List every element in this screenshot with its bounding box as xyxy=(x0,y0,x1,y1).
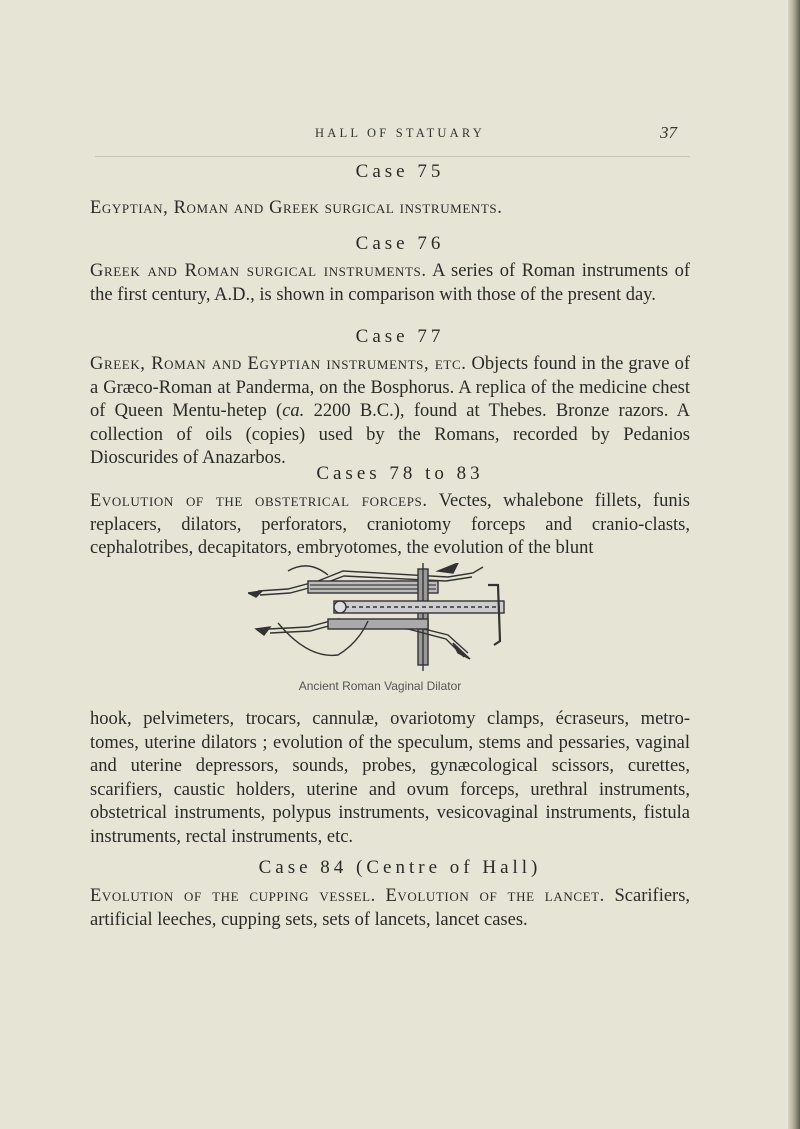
case-84-text xyxy=(90,885,690,932)
case-84-description: Scarifiers, artificial leeches, cupping sets, sets of lancets, lancet cases. xyxy=(90,886,691,930)
case-76-heading: Greek and Roman surgical instruments. xyxy=(90,261,427,281)
cases-78-83-title: Cases 78 to 83 xyxy=(316,463,484,484)
case-75-text xyxy=(90,197,690,221)
cases-78-83-text-bottom: hook, pelvimeters, trocars, cannulæ, ovariotomy clamps, écraseurs, metro-tomes, uterine dilators ; evolution of the speculum, stems and pessaries, vaginal and uterine depressors, sounds, probes, gynæcological scissors, curettes, scarifiers, caustic holders, uterine and ovum forceps, urethral instruments, obstetrical instruments, polypus instruments, vesicovaginal instruments, fistula instruments, rectal instruments, etc. xyxy=(90,709,690,847)
dilator-illustration-icon xyxy=(248,563,518,675)
case-77-description-2: 2200 B.C.), found at Thebes. Bronze razors. A collection of oils (copies) used by the Romans, recorded by Pedanios Dioscurides of Anazarbos. xyxy=(90,401,690,468)
case-77-heading: Greek, Roman and Egyptian instruments, etc. xyxy=(90,354,467,374)
running-head: HALL OF STATUARY xyxy=(315,126,485,140)
header-rule xyxy=(95,156,690,157)
case-76-text xyxy=(90,260,690,307)
cases-78-83-description-top: Vectes, whalebone fillets, funis replacers, dilators, perforators, craniotomy forceps and cranio-clasts, cephalotribes, decapitators, embryotomes, the evolution of the blunt xyxy=(90,491,691,558)
case-77-title: Case 77 xyxy=(355,326,445,347)
figure-caption: Ancient Roman Vaginal Dilator xyxy=(298,679,462,693)
case-84-heading-1: Evolution of the cupping vessel. xyxy=(90,886,376,906)
case-84-title: Case 84 (Centre of Hall) xyxy=(258,857,542,878)
case-75-title: Case 75 xyxy=(355,161,445,182)
case-77-ca: ca. xyxy=(282,401,305,421)
case-84-heading-2: Evolution of the lancet. xyxy=(385,886,605,906)
cases-78-83-text-top xyxy=(90,490,690,561)
case-77-text xyxy=(90,353,690,471)
page-number: 37 xyxy=(660,123,677,142)
case-77-description-1: Objects found in the grave of a Græco-Roman at Panderma, on the Bosphorus. A replica of the medicine chest of Queen Mentu-hetep ( xyxy=(90,354,690,421)
cases-78-83-heading: Evolution of the obstetrical forceps. xyxy=(90,491,428,511)
case-76-title: Case 76 xyxy=(355,233,445,254)
case-76-description: A series of Roman instruments of the first century, A.D., is shown in comparison with those of the present day. xyxy=(90,261,690,305)
case-75-heading: Egyptian, Roman and Greek surgical instruments. xyxy=(90,198,503,218)
